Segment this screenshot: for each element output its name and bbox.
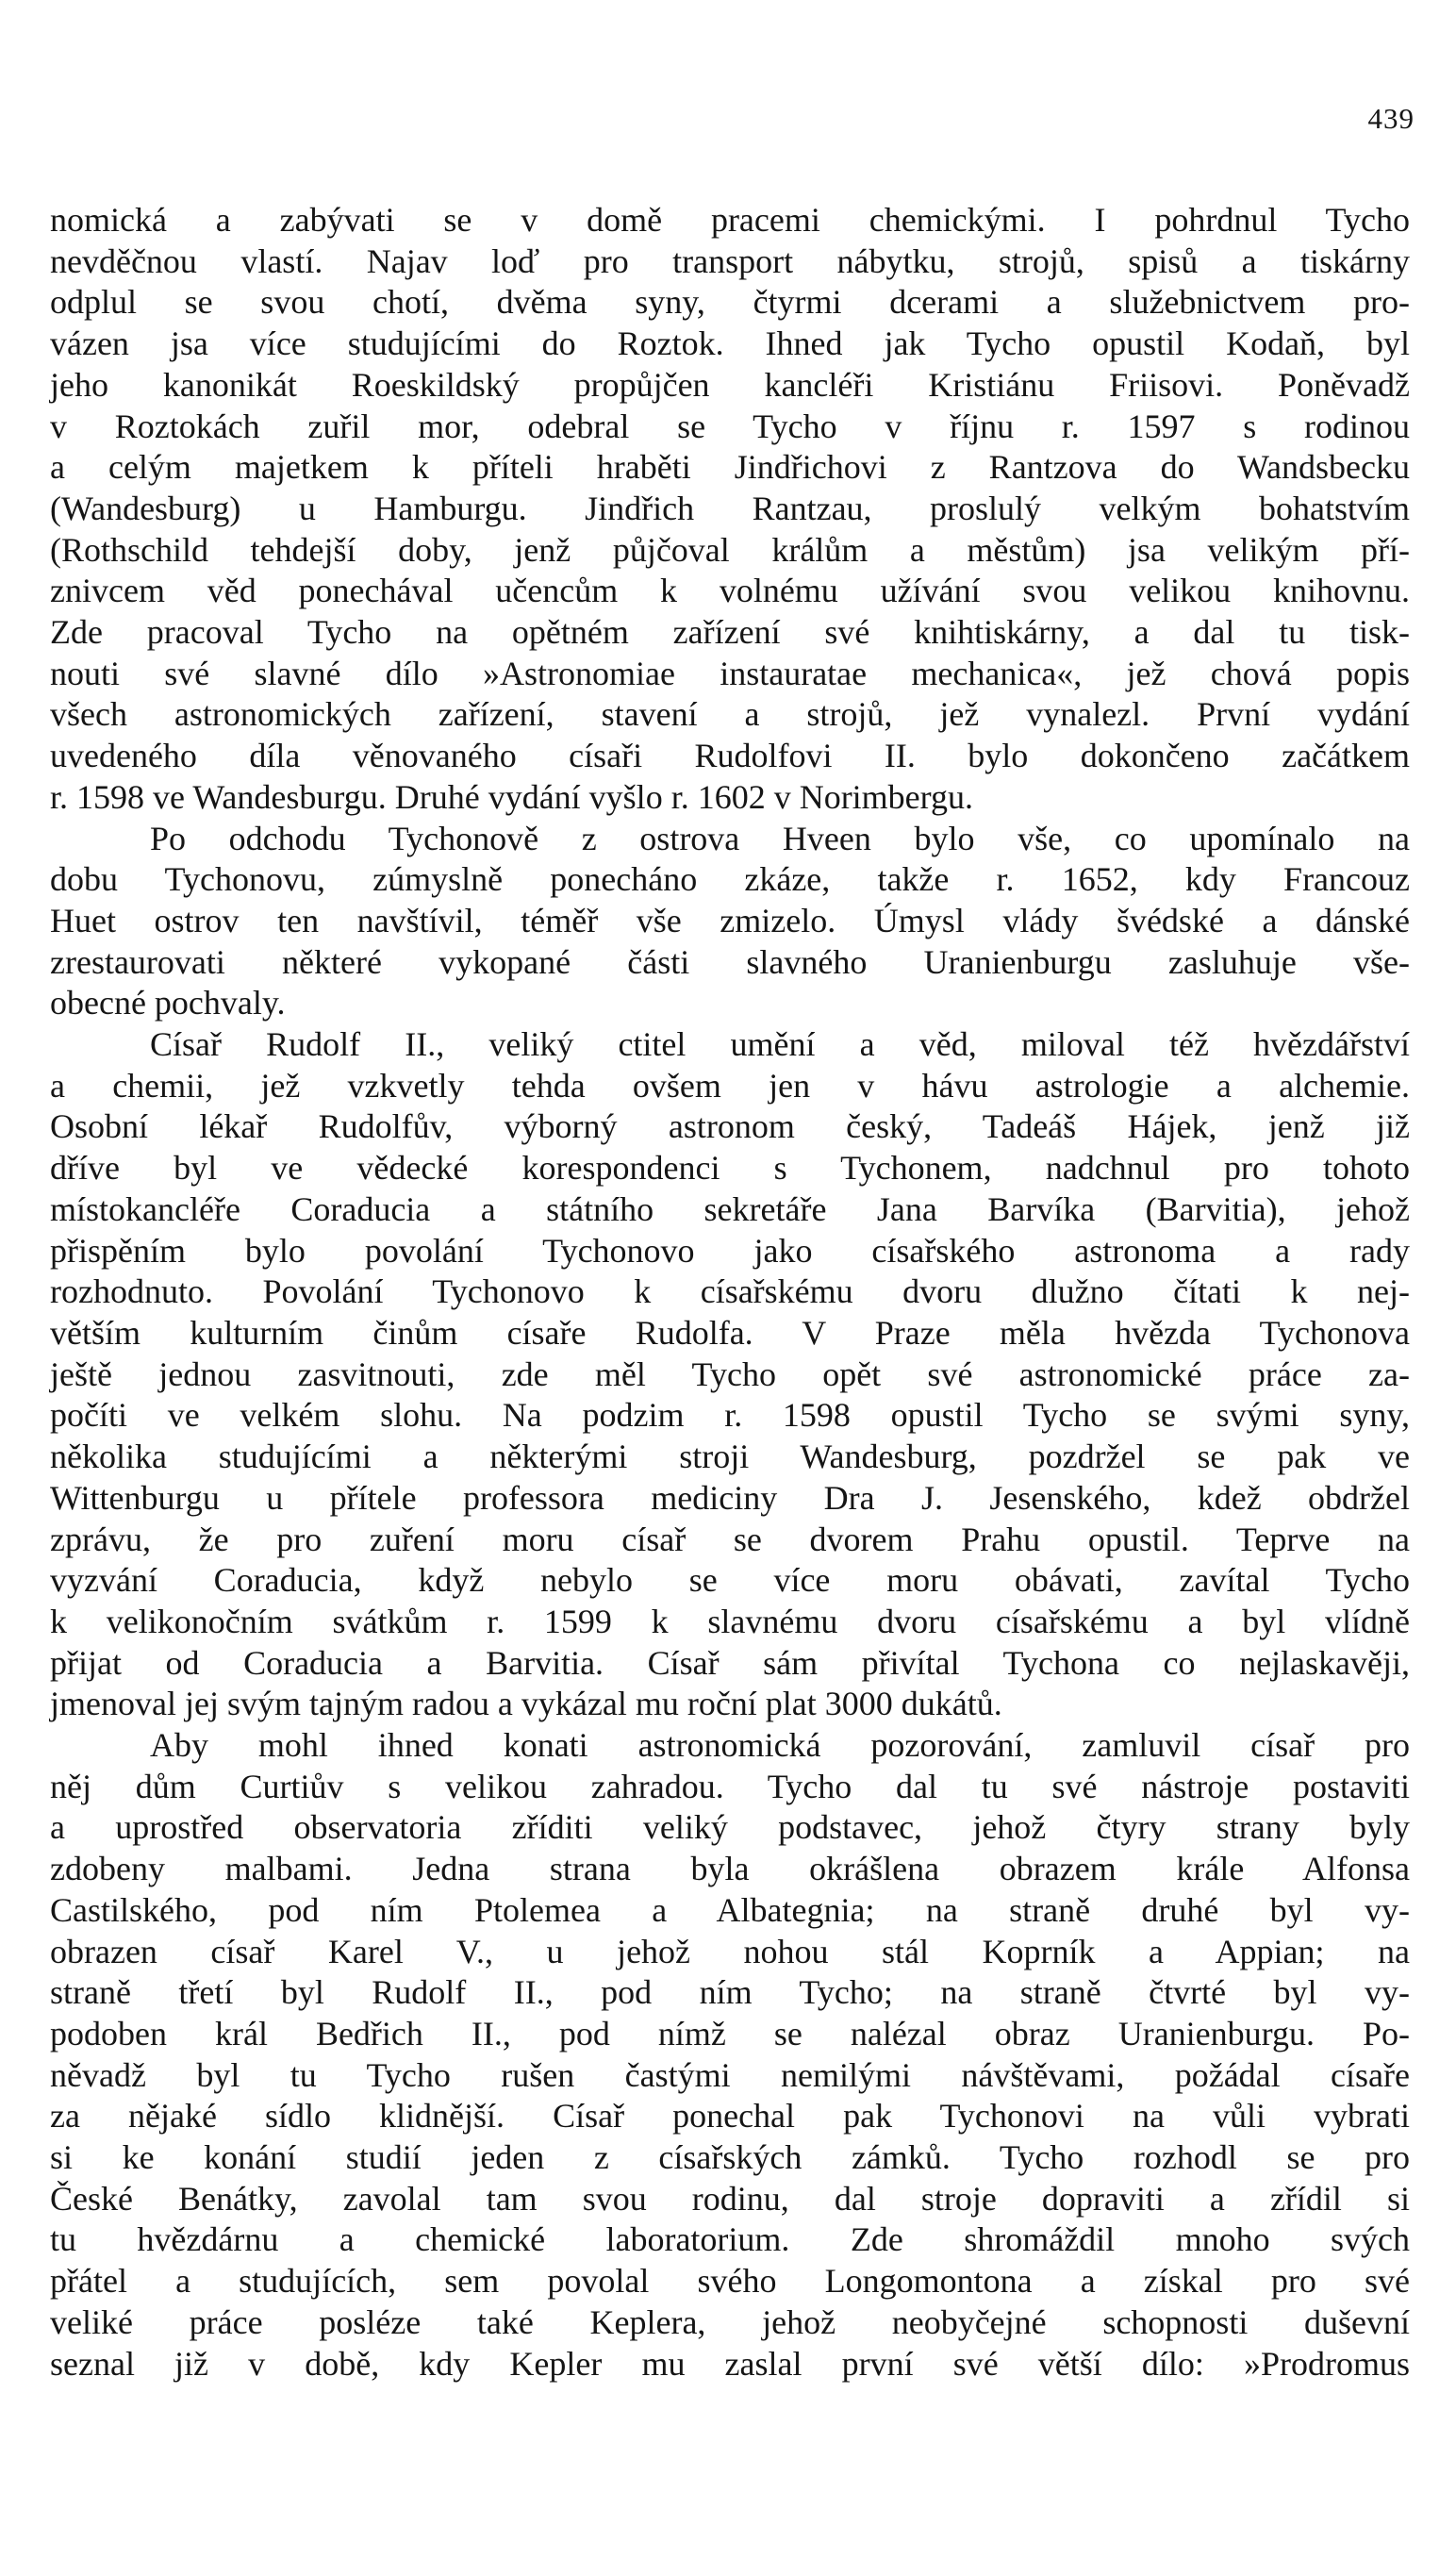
text-line: odplul se svou chotí, dvěma syny, čtyrmi dcerami a služebnictvem pro- <box>50 283 1410 322</box>
text-line: několika studujícími a některými stroji Wandesburg, pozdržel se pak ve <box>50 1438 1410 1476</box>
text-line: podoben král Bedřich II., pod nímž se nalézal obraz Uranienburgu. Po- <box>50 2014 1410 2052</box>
text-line: místokancléře Coraducia a státního sekretáře Jana Barvíka (Barvitia), jehož <box>50 1189 1410 1228</box>
text-line: počíti ve velkém slohu. Na podzim r. 1598 opustil Tycho se svými syny, <box>50 1396 1410 1435</box>
text-line: přátel a studujících, sem povolal svého Longomontona a získal pro své <box>50 2262 1410 2301</box>
text-line: jeho kanonikát Roeskildský propůjčen kancléři Kristiánu Friisovi. Poněvadž <box>50 365 1410 404</box>
text-line: a chemii, jež vzkvetly tehda ovšem jen v hávu astrologie a alchemie. <box>50 1066 1410 1105</box>
text-line: vázen jsa více studujícími do Roztok. Ihned jak Tycho opustil Kodaň, byl <box>50 324 1410 363</box>
text-line: vyzvání Coraducia, když nebylo se více moru obávati, zavítal Tycho <box>50 1561 1410 1600</box>
text-line: nevděčnou vlastí. Najav loď pro transport nábytku, strojů, spisů a tiskárny <box>50 241 1410 280</box>
text-line: nomická a zabývati se v domě pracemi chemickými. I pohrdnul Tycho <box>50 201 1410 239</box>
text-line: České Benátky, zavolal tam svou rodinu, dal stroje dopraviti a zřídil si <box>50 2179 1410 2218</box>
text-line: Aby mohl ihned konati astronomická pozorování, zamluvil císař pro <box>150 1726 1410 1765</box>
text-line: větším kulturním činům císaře Rudolfa. V Praze měla hvězda Tychonova <box>50 1313 1410 1352</box>
paragraph-4 <box>50 1725 1410 2385</box>
text-line: uvedeného díla věnovaného císaři Rudolfovi II. bylo dokončeno začátkem <box>50 737 1410 775</box>
text-line: Wittenburgu u přítele professora mediciny Dra J. Jesenského, kdež obdržel <box>50 1478 1410 1517</box>
text-line: Císař Rudolf II., veliký ctitel umění a věd, miloval též hvězdářství <box>150 1025 1410 1064</box>
text-line: dobu Tychonovu, zúmyslně ponecháno zkáze, takže r. 1652, kdy Francouz <box>50 860 1410 899</box>
text-line: v Roztokách zuřil mor, odebral se Tycho v říjnu r. 1597 s rodinou <box>50 407 1410 445</box>
text-line: nouti své slavné dílo »Astronomiae instauratae mechanica«, jež chová popis <box>50 654 1410 692</box>
text-line: ještě jednou zasvitnouti, zde měl Tycho opět své astronomické práce za- <box>50 1354 1410 1393</box>
text-line: a celým majetkem k příteli hraběti Jindřichovi z Rantzova do Wandsbecku <box>50 448 1410 487</box>
text-line: obecné pochvaly. <box>50 984 286 1022</box>
text-line: k velikonočním svátkům r. 1599 k slavnému dvoru císařskému a byl vlídně <box>50 1602 1410 1640</box>
text-line: zprávu, že pro zuření moru císař se dvorem Prahu opustil. Teprve na <box>50 1520 1410 1558</box>
paragraph-1 <box>50 200 1410 819</box>
text-line: přijat od Coraducia a Barvitia. Císař sám přivítal Tychona co nejlaskavěji, <box>50 1643 1410 1682</box>
text-line: veliké práce posléze také Keplera, jehož neobyčejné schopnosti duševní <box>50 2302 1410 2341</box>
text-line: dříve byl ve vědecké korespondenci s Tychonem, nadchnul pro tohoto <box>50 1149 1410 1188</box>
text-line: straně třetí byl Rudolf II., pod ním Tycho; na straně čtvrté byl vy- <box>50 1973 1410 2012</box>
text-line: Zde pracoval Tycho na opětném zařízení své knihtiskárny, a dal tu tisk- <box>50 613 1410 652</box>
body-text <box>50 200 1410 2385</box>
text-line: si ke konání studií jeden z císařských zámků. Tycho rozhodl se pro <box>50 2138 1410 2177</box>
text-line: (Rothschild tehdejší doby, jenž půjčoval králům a městům) jsa velikým pří- <box>50 530 1410 569</box>
text-line: zdobeny malbami. Jedna strana byla okrášlena obrazem krále Alfonsa <box>50 1850 1410 1888</box>
text-line: Huet ostrov ten navštívil, téměř vše zmizelo. Úmysl vlády švédské a dánské <box>50 901 1410 939</box>
text-line: obrazen císař Karel V., u jehož nohou stál Koprník a Appian; na <box>50 1932 1410 1970</box>
page-number: 439 <box>1367 102 1415 135</box>
text-line: přispěním bylo povolání Tychonovo jako císařského astronoma a rady <box>50 1231 1410 1270</box>
paragraph-2 <box>50 819 1410 1025</box>
text-line: jmenoval jej svým tajným radou a vykázal mu roční plat 3000 dukátů. <box>50 1685 1002 1723</box>
paragraph-3 <box>50 1024 1410 1725</box>
text-line: všech astronomických zařízení, stavení a strojů, jež vynalezl. První vydání <box>50 695 1410 734</box>
text-line: něj dům Curtiův s velikou zahradou. Tycho dal tu své nástroje postaviti <box>50 1767 1410 1805</box>
text-line: tu hvězdárnu a chemické laboratorium. Zde shromáždil mnoho svých <box>50 2220 1410 2259</box>
text-line: Po odchodu Tychonově z ostrova Hveen bylo vše, co upomínalo na <box>150 819 1410 857</box>
text-line: znivcem věd ponechával učencům k volnému užívání svou velikou knihovnu. <box>50 572 1410 610</box>
text-line: za nějaké sídlo klidnější. Císař ponechal pak Tychonovi na vůli vybrati <box>50 2097 1410 2136</box>
text-line: r. 1598 ve Wandesburgu. Druhé vydání vyšlo r. 1602 v Norimbergu. <box>50 777 973 816</box>
text-line: (Wandesburg) u Hamburgu. Jindřich Rantzau, proslulý velkým bohatstvím <box>50 489 1410 527</box>
text-line: Castilského, pod ním Ptolemea a Albategnia; na straně druhé byl vy- <box>50 1890 1410 1929</box>
text-line: rozhodnuto. Povolání Tychonovo k císařskému dvoru dlužno čítati k nej- <box>50 1272 1410 1311</box>
text-line: Osobní lékař Rudolfův, výborný astronom český, Tadeáš Hájek, jenž již <box>50 1107 1410 1146</box>
text-line: seznal již v době, kdy Kepler mu zaslal první své větší dílo: »Prodromus <box>50 2344 1410 2383</box>
text-line: zrestaurovati některé vykopané části slavného Uranienburgu zasluhuje vše- <box>50 942 1410 981</box>
text-line: něvadž byl tu Tycho rušen častými nemilými návštěvami, požádal císaře <box>50 2055 1410 2094</box>
text-line: a uprostřed observatoria zříditi veliký podstavec, jehož čtyry strany byly <box>50 1808 1410 1847</box>
